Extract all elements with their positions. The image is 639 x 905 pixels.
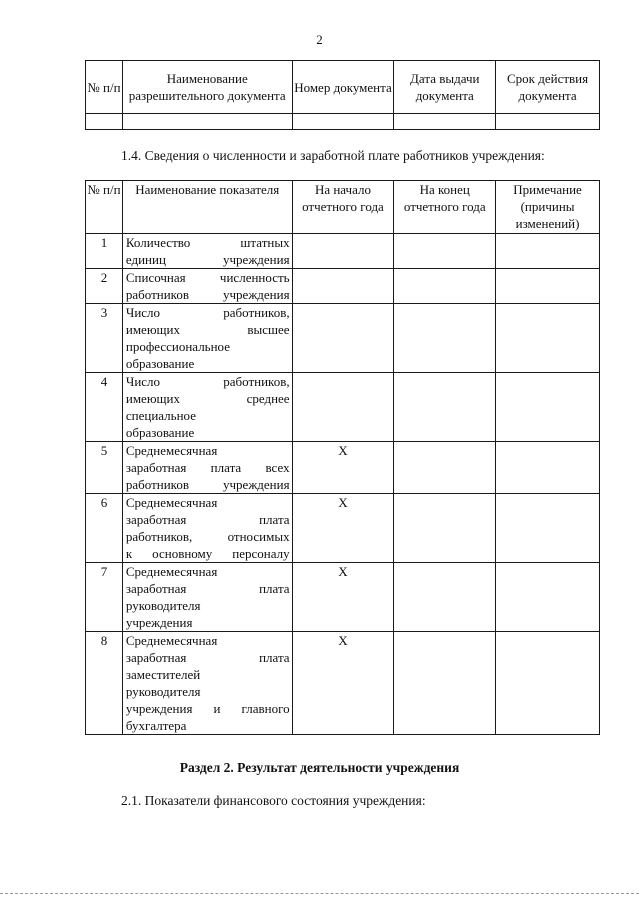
indicator-name [122,234,292,269]
indicator-name-line: единиц учреждения [125,252,290,267]
indicator-name-line: учреждения и главного [125,701,290,716]
indicator-name-line: работников, относимых [125,529,290,544]
indicator-name-line: Среднемесячная [125,564,218,579]
section-2-1-title: 2.1. Показатели финансового состояния учреждения: [121,793,426,808]
indicator-name-line: Количество штатных [125,235,290,250]
indicator-name-line: работников учреждения [125,477,290,492]
staff-section-title: 1.4. Сведения о численности и заработной плате работников учреждения: [121,148,545,163]
indicator-name [122,304,292,373]
col-header-indicator: Наименование показателя [122,181,292,234]
indicator-name-line: руководителя [125,598,201,613]
indicator-name-line: профессиональное [125,339,230,354]
indicator-name-line: специальное [125,408,196,423]
col-header-issue-date: Дата выдачи документа [394,61,496,114]
indicator-name [122,563,292,632]
indicator-name-line: заместителей [125,667,201,682]
indicator-name-line: образование [125,356,195,371]
value-year-start: X [292,563,394,632]
value-year-end [394,563,496,632]
col-header-doc-number: Номер документа [292,61,394,114]
col-header-number: № п/п [86,61,123,114]
indicator-name [122,269,292,304]
value-year-start [292,269,394,304]
cell-empty [496,114,600,130]
table-row [86,442,600,494]
value-year-end [394,269,496,304]
scan-edge-line [0,893,639,894]
cell-empty [394,114,496,130]
row-number: 6 [86,494,123,563]
indicator-name-line: Списочная численность [125,270,290,285]
page-number: 2 [316,32,323,47]
value-year-start [292,234,394,269]
row-number: 4 [86,373,123,442]
col-header-note: Примечание (причины изменений) [496,181,600,234]
indicator-name-line: Число работников, [125,374,290,389]
value-year-end [394,373,496,442]
value-note [496,442,600,494]
indicator-name [122,373,292,442]
value-note [496,269,600,304]
table-row [86,632,600,735]
row-number: 3 [86,304,123,373]
table-row [86,494,600,563]
col-header-year-start: На начало отчетного года [292,181,394,234]
table-row [86,563,600,632]
value-year-start [292,373,394,442]
value-year-end [394,234,496,269]
row-number: 1 [86,234,123,269]
permits-empty-row [86,114,600,130]
indicator-name-line: работников учреждения [125,287,290,302]
permits-header-row [86,61,600,114]
table-row [86,269,600,304]
indicator-name-line: руководителя [125,684,201,699]
value-note [496,563,600,632]
indicator-name-line: Среднемесячная [125,443,218,458]
value-year-start: X [292,494,394,563]
table-row [86,234,600,269]
staff-header-row [86,181,600,234]
indicator-name-line: Среднемесячная [125,495,218,510]
table-row [86,304,600,373]
value-year-start: X [292,632,394,735]
indicator-name [122,442,292,494]
indicator-name-line: имеющих высшее [125,322,290,337]
indicator-name-line: заработная плата [125,581,290,596]
indicator-name-line: имеющих среднее [125,391,290,406]
indicator-name-line: Среднемесячная [125,633,218,648]
value-year-end [394,304,496,373]
value-note [496,494,600,563]
value-note [496,234,600,269]
col-header-validity: Срок действия документа [496,61,600,114]
indicator-name-line: образование [125,425,195,440]
row-number: 5 [86,442,123,494]
value-year-end [394,494,496,563]
row-number: 8 [86,632,123,735]
value-note [496,373,600,442]
value-year-end [394,442,496,494]
indicator-name-line: Число работников, [125,305,290,320]
col-header-permit-name: Наименование разрешительного документа [122,61,292,114]
staff-table [85,180,600,735]
indicator-name-line: к основному персоналу [125,546,290,561]
value-note [496,304,600,373]
indicator-name-line: заработная плата [125,650,290,665]
permits-table [85,60,600,130]
indicator-name [122,632,292,735]
indicator-name-line: учреждения [125,615,193,630]
table-row [86,373,600,442]
value-year-start: X [292,442,394,494]
section-2-title: Раздел 2. Результат деятельности учреждения [179,760,460,775]
col-header-year-end: На конец отчетного года [394,181,496,234]
row-number: 2 [86,269,123,304]
indicator-name-line: бухгалтера [125,718,187,733]
value-year-start [292,304,394,373]
col-header-number: № п/п [86,181,123,234]
indicator-name-line: заработная плата [125,512,290,527]
row-number: 7 [86,563,123,632]
cell-empty [122,114,292,130]
value-year-end [394,632,496,735]
value-note [496,632,600,735]
indicator-name-line: заработная плата всех [125,460,290,475]
cell-empty [86,114,123,130]
cell-empty [292,114,394,130]
indicator-name [122,494,292,563]
